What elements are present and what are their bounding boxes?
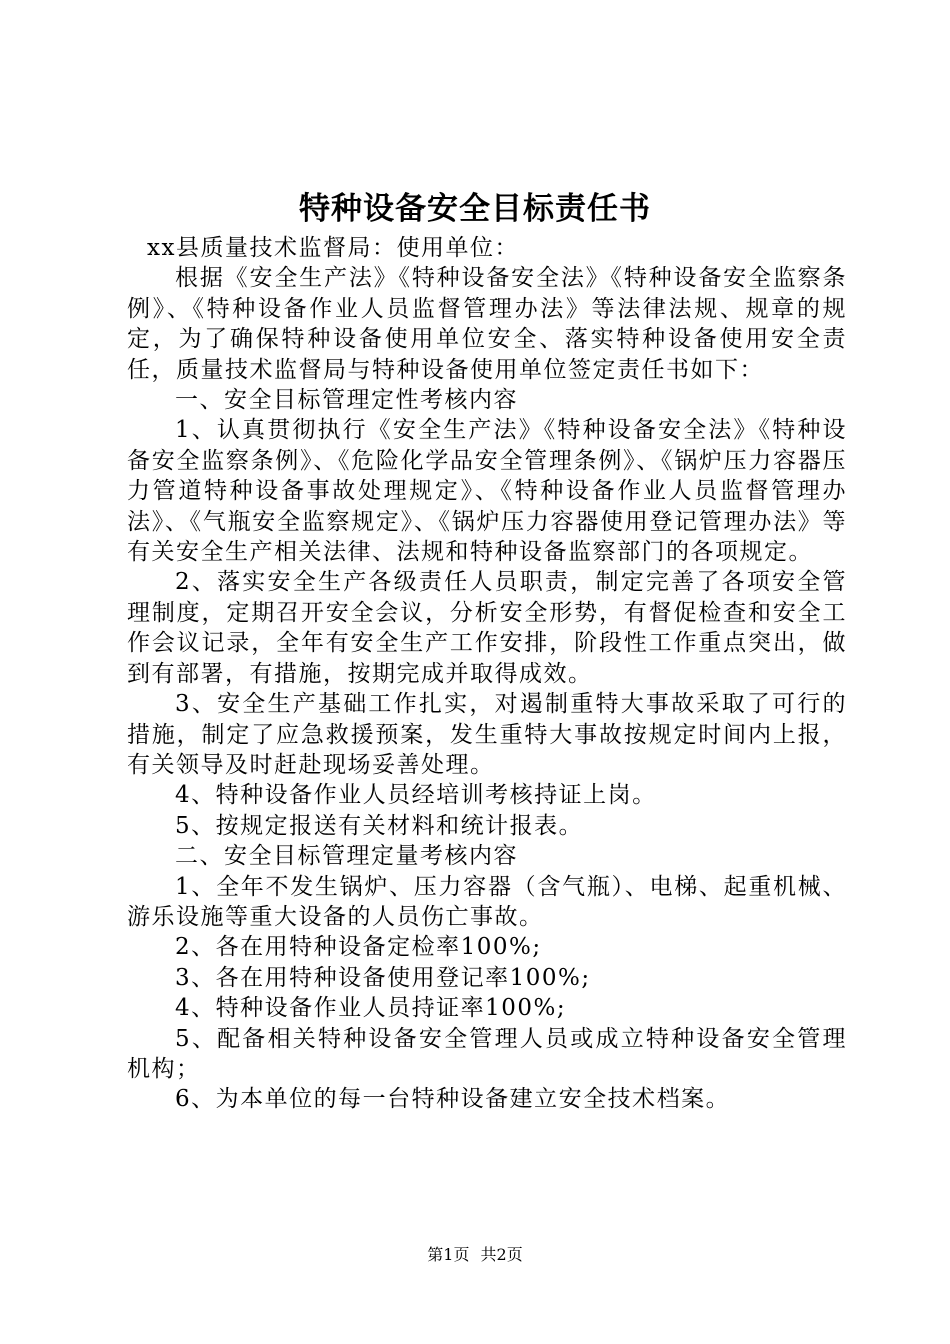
intro-paragraph: 根据《安全生产法》《特种设备安全法》《特种设备安全监察条例》、《特种设备作业人员监督管理办法》等法律法规、规章的规定，为了确保特种设备使用单位安全、落实特种设备使用安全责任，质量技术监督局与特种设备使用单位签定责任书如下： bbox=[127, 265, 847, 383]
document-title: 特种设备安全目标责任书 bbox=[299, 191, 651, 227]
page-footer bbox=[0, 1243, 950, 1267]
document-body bbox=[127, 233, 847, 1115]
qualitative-item-4: 4、特种设备作业人员经培训考核持证上岗。 bbox=[175, 782, 657, 809]
section-heading-quantitative: 二、安全目标管理定量考核内容 bbox=[175, 843, 518, 870]
quantitative-item-2: 2、各在用特种设备定检率100%; bbox=[175, 934, 542, 961]
page-total: 共2页 bbox=[480, 1245, 523, 1264]
page-number: 第1页 bbox=[427, 1245, 470, 1264]
qualitative-item-3: 3、安全生产基础工作扎实，对遏制重特大事故采取了可行的措施，制定了应急救援预案，发生重特大事故按规定时间内上报，有关领导及时赶赴现场妥善处理。 bbox=[127, 691, 847, 778]
section-heading-qualitative: 一、安全目标管理定性考核内容 bbox=[175, 387, 518, 414]
quantitative-item-3: 3、各在用特种设备使用登记率100%; bbox=[175, 964, 591, 991]
qualitative-item-2: 2、落实安全生产各级责任人员职责，制定完善了各项安全管理制度，定期召开安全会议，分析安全形势，有督促检查和安全工作会议记录，全年有安全生产工作安排，阶段性工作重点突出，做到有部署，有措施，按期完成并取得成效。 bbox=[127, 569, 847, 687]
quantitative-item-1: 1、全年不发生锅炉、压力容器（含气瓶）、电梯、起重机械、游乐设施等重大设备的人员伤亡事故。 bbox=[127, 873, 847, 930]
quantitative-item-4: 4、特种设备作业人员持证率100%; bbox=[175, 995, 567, 1022]
qualitative-item-1: 1、认真贯彻执行《安全生产法》《特种设备安全法》《特种设备安全监察条例》、《危险化学品安全管理条例》、《锅炉压力容器压力管道特种设备事故处理规定》、《特种设备作业人员监督管理办法》、《气瓶安全监察规定》、《锅炉压力容器使用登记管理办法》等有关安全生产相关法律、法规和特种设备监察部门的各项规定。 bbox=[127, 417, 847, 566]
addressee-line: xx县质量技术监督局：使用单位： bbox=[147, 235, 519, 261]
qualitative-item-5: 5、按规定报送有关材料和统计报表。 bbox=[175, 812, 584, 839]
quantitative-item-6: 6、为本单位的每一台特种设备建立安全技术档案。 bbox=[175, 1086, 731, 1113]
quantitative-item-5: 5、配备相关特种设备安全管理人员或成立特种设备安全管理机构； bbox=[127, 1025, 847, 1082]
